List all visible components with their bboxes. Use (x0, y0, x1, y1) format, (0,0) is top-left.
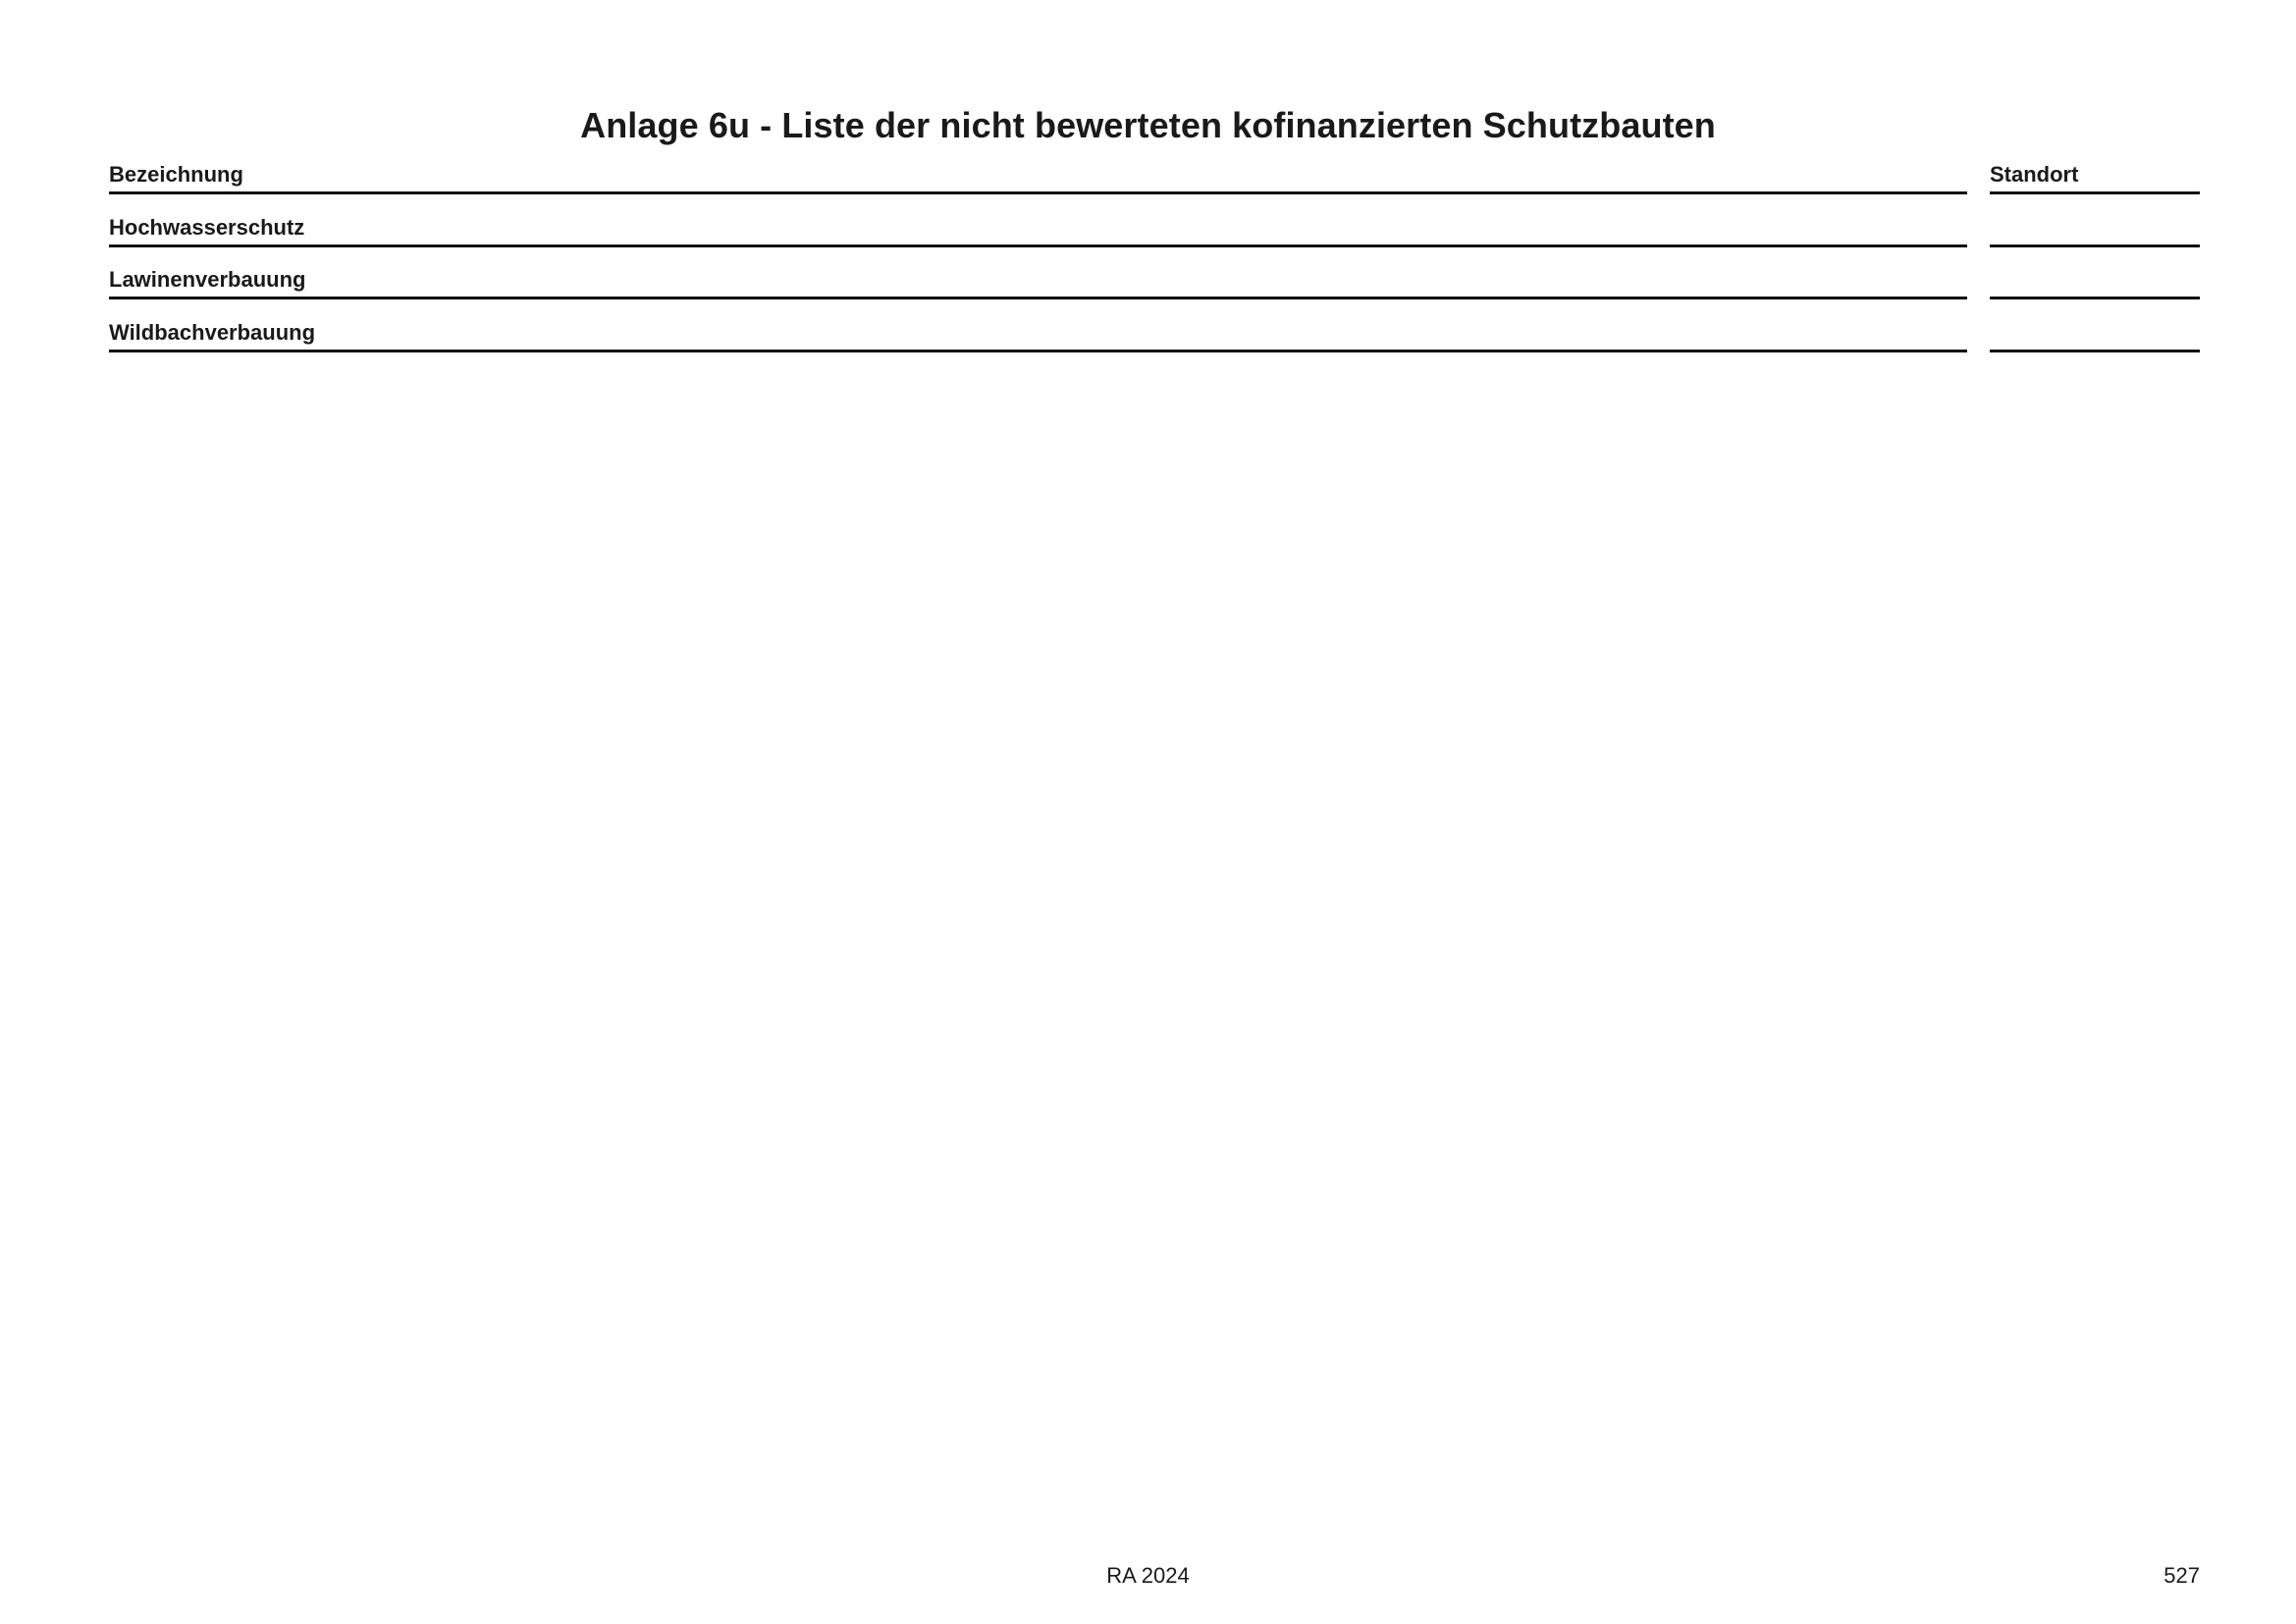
column-header-standort: Standort (1990, 165, 2200, 194)
row-location-cell (1990, 194, 2200, 247)
footer-report-label: RA 2024 (1106, 1563, 1190, 1588)
row-location-cell (1990, 247, 2200, 300)
table-row (109, 299, 2200, 352)
table-row (109, 194, 2200, 247)
table-header-row (109, 162, 2200, 194)
column-header-bezeichnung: Bezeichnung (109, 165, 1967, 194)
row-location-cell (1990, 299, 2200, 352)
row-name-cell: Hochwasserschutz (109, 194, 1967, 247)
row-name-cell: Lawinenverbauung (109, 247, 1967, 300)
page-title: Anlage 6u - Liste der nicht bewerteten kofinanzierten Schutzbauten (580, 105, 1716, 145)
schutzbauten-table (109, 162, 2200, 352)
table-row (109, 247, 2200, 300)
row-name-cell: Wildbachverbauung (109, 299, 1967, 352)
footer-page-number: 527 (2163, 1563, 2200, 1588)
